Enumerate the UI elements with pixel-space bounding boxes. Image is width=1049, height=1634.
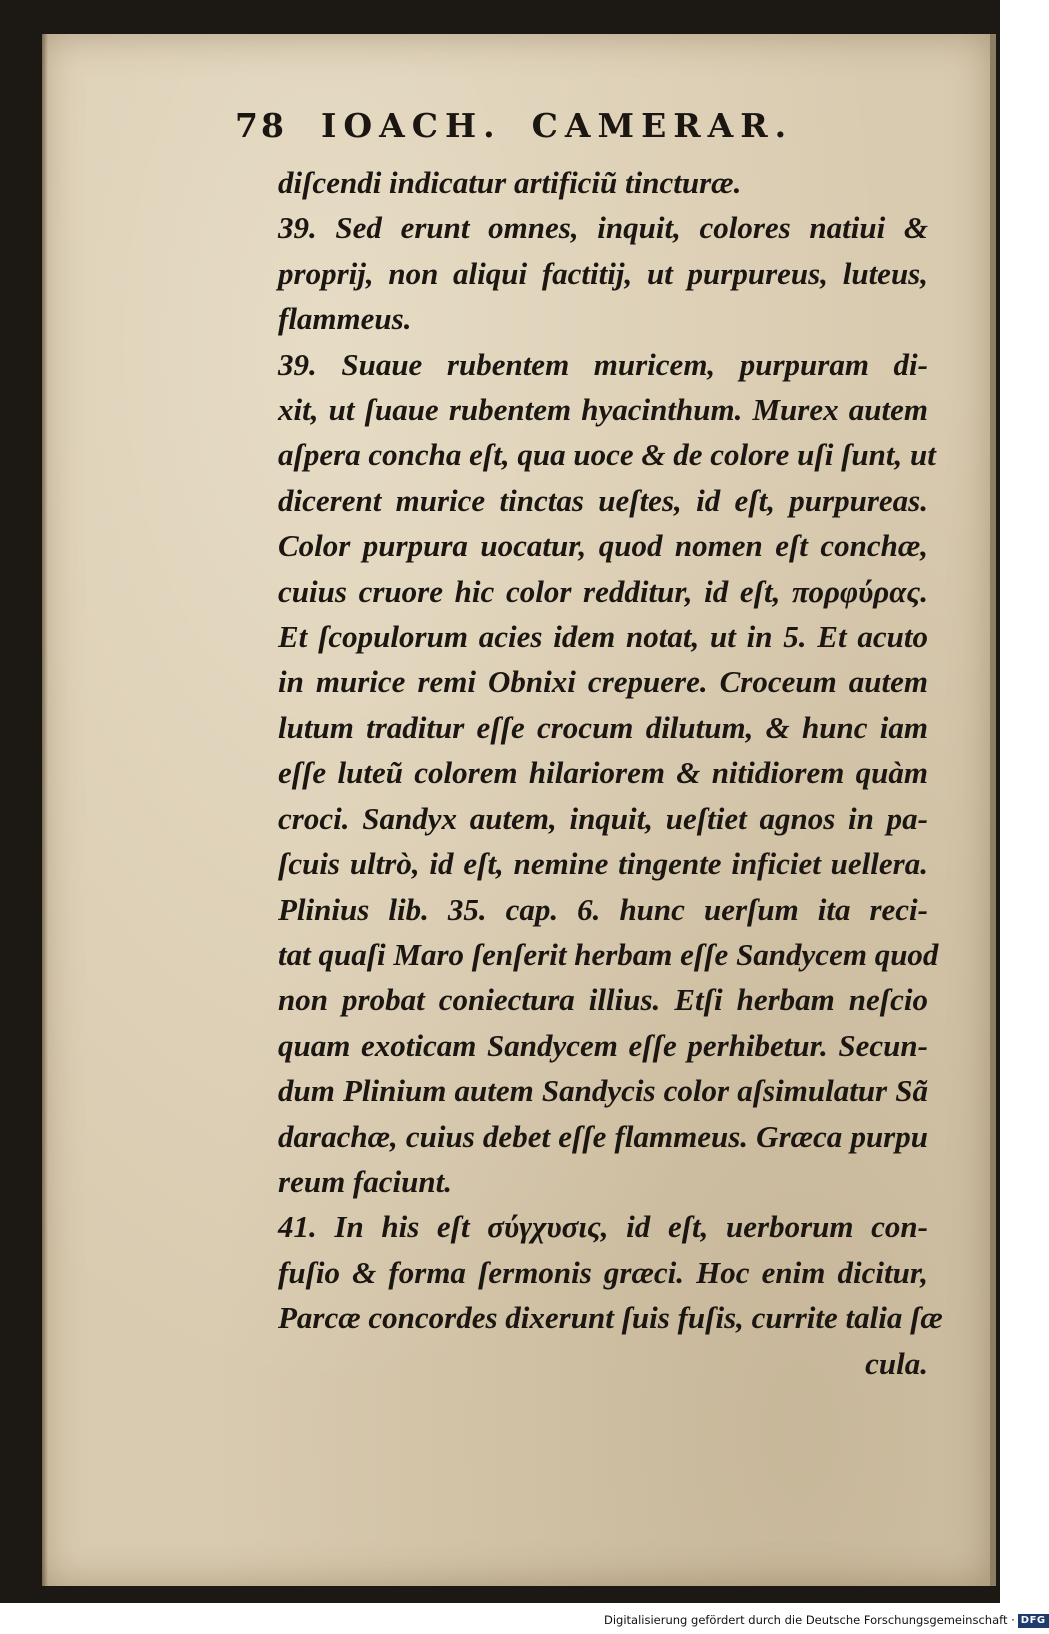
text-line: Plinius lib. 35. cap. 6. hunc uerſum ita reci- <box>278 891 928 927</box>
text-line: aſpera concha eſt, qua uoce & de colore uſi ſunt, ut <box>278 437 936 473</box>
text-line: quam exoticam Sandycem eſſe perhibetur. Secun- <box>278 1027 928 1063</box>
text-line: diſcendi indicatur artificiũ tincturæ. <box>278 165 742 200</box>
text-line: proprij, non aliqui factitij, ut purpureus, luteus, <box>278 255 928 291</box>
author-abbreviation: IOACH. <box>320 106 502 145</box>
page-number: 78 <box>235 106 287 145</box>
text-line: 39. Sed erunt omnes, inquit, colores natiui & <box>278 210 928 246</box>
text-line: fuſio & forma ſermonis græci. Hoc enim dicitur, <box>278 1254 928 1290</box>
text-line: lutum traditur eſſe crocum dilutum, & hunc iam <box>278 709 928 745</box>
text-line: non probat coniectura illius. Etſi herbam neſcio <box>278 982 928 1018</box>
text-line: Et ſcopulorum acies idem notat, ut in 5. Et acuto <box>278 619 928 655</box>
text-line: 39. Suaue rubentem muricem, purpuram di- <box>278 346 928 382</box>
text-line: 41. In his eſt σύγχυσις, id eſt, uerborum con- <box>278 1209 928 1245</box>
body-text <box>278 160 943 1386</box>
text-line: Parcæ concordes dixerunt ſuis fuſis, currite talia ſæ <box>278 1300 943 1336</box>
text-line: tat quaſi Maro ſenſerit herbam eſſe Sandycem quod <box>278 936 939 972</box>
text-line: dicerent murice tinctas ueſtes, id eſt, purpureas. <box>278 482 928 518</box>
catchword: cula. <box>865 1345 928 1381</box>
dfg-logo: DFG <box>1018 1614 1049 1628</box>
digitization-credit <box>604 1613 1046 1631</box>
text-line: cuius cruore hic color redditur, id eſt, πορφύρας. <box>278 573 928 609</box>
text-line: ſcuis ultrò, id eſt, nemine tingente inficiet uellera. <box>278 846 928 882</box>
text-line: xit, ut ſuaue rubentem hyacinthum. Murex autem <box>278 392 928 428</box>
text-line: in murice remi Obnixi crepuere. Croceum autem <box>278 664 928 700</box>
author-name: CAMERAR. <box>531 106 794 145</box>
text-line: flammeus. <box>278 301 412 337</box>
text-line: dum Plinium autem Sandycis color aſsimulatur Sã <box>278 1073 928 1109</box>
text-line: reum faciunt. <box>278 1163 452 1199</box>
text-line: croci. Sandyx autem, inquit, ueſtiet agnos in pa- <box>278 800 928 836</box>
text-line: eſſe luteũ colorem hilariorem & nitidiorem quàm <box>278 755 928 791</box>
credit-text: Digitalisierung gefördert durch die Deutsche Forschungsgemeinschaft · <box>604 1613 1015 1627</box>
text-line: Color purpura uocatur, quod nomen eſt conchæ, <box>278 528 928 564</box>
text-line: darachæ, cuius debet eſſe flammeus. Græca purpu <box>278 1118 928 1154</box>
running-head <box>235 106 875 145</box>
